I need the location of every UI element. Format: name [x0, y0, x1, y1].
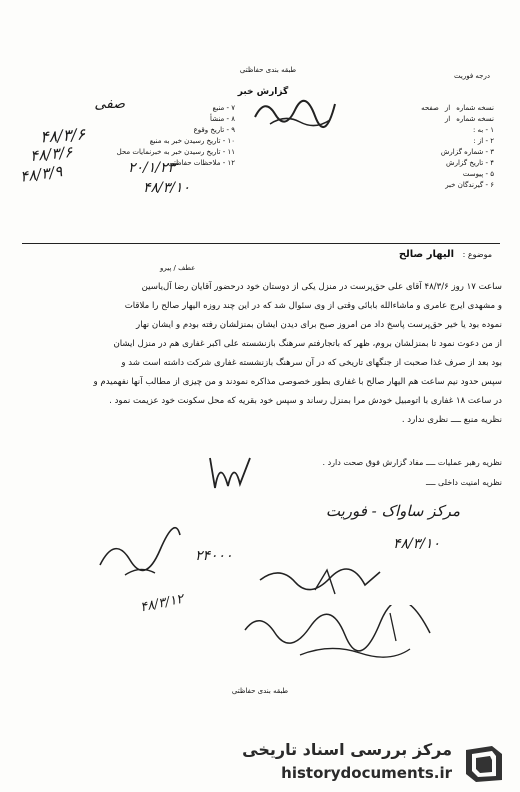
body-line: و مشهدی ایرج عامری و ماشاءالله بابائی وقتی از وی سئوال شد که در این چند روزه الیهار صالح را ملاقات: [124, 301, 502, 311]
body-line: نظریه منبع ــــ نظری ندارد .: [401, 415, 502, 425]
meta-right-row: [334, 147, 494, 158]
classification-top: طبقه بندی حفاظتی: [239, 66, 297, 74]
meta-right-suffix: صفحه: [421, 104, 439, 112]
meta-left-label: ۷ - منبع: [212, 104, 235, 112]
handwritten-report-date: ۴۸/۳/۱۰: [142, 180, 190, 196]
handwritten-date-b: ۴۸/۳/۱۲: [138, 591, 185, 616]
meta-left-label: ۱۱ - تاریخ رسیدن خبر به خبرنمایات محل: [116, 148, 235, 156]
meta-right-label: ۳ - شماره گزارش: [440, 148, 494, 156]
meta-right-row: [334, 180, 494, 191]
subject-line: [399, 249, 492, 260]
meta-left-label: ۱۲ - ملاحظات حفاظتی: [168, 159, 235, 167]
body-line: نموده بود یا خیر حق‌پرست پاسخ داد من امروز صبح برای دیدن ایشان بمنزلشان رفته بودم و ایشان نهار: [136, 320, 502, 330]
meta-right-value: از: [444, 115, 451, 123]
meta-left-label: ۹ - تاریخ وقوع: [193, 126, 235, 134]
meta-left-row: [35, 103, 235, 114]
meta-right-row: [334, 114, 494, 125]
watermark: [232, 740, 512, 792]
signature-scribble-bottom: [240, 605, 440, 665]
meta-right-value: از: [444, 104, 451, 112]
meta-left-label: ۸ - منشأ: [210, 115, 235, 123]
watermark-url: historydocuments.ir: [281, 764, 452, 782]
operations-leader-label: نظریه رهبر عملیات ــــ: [425, 458, 502, 467]
report-body: [18, 278, 502, 430]
body-line: بود بعد از صرف غذا صحبت از جنگهای تاریخی که در آن سرهنگ بازنشسته غفاری شرکت داشته است شد و: [121, 358, 502, 368]
handwritten-number: ۲۴۰۰۰: [195, 548, 233, 564]
meta-right-row: [334, 158, 494, 169]
body-line: ساعت ۱۷ روز ۴۸/۳/۶ آقای علی حق‌پرست در منزل یکی از دوستان خود درحضور آقایان رضا آل‌یاسین: [141, 282, 502, 292]
internal-security-label: نظریه امنیت داخلی ــــ: [426, 478, 502, 487]
reference-label: عطف / پیرو: [160, 264, 196, 272]
handwritten-date-1: ۴۸/۳/۶: [39, 124, 86, 147]
signature-scribble-left: [95, 525, 185, 585]
meta-right-label: ۶ - گیرندگان خبر: [445, 181, 494, 189]
handwritten-date-3: ۴۸/۳/۹: [18, 162, 64, 186]
meta-right-label: نسخه شماره: [456, 104, 494, 112]
meta-left-label: ۱۰ - تاریخ رسیدن خبر به منبع: [149, 137, 235, 145]
urgency-label: درجه فوریت: [454, 72, 490, 80]
signature-operations: [200, 448, 260, 498]
meta-right-label: ۲ - از :: [473, 137, 494, 145]
body-line: سپس حدود نیم ساعت هم الیهار صالح با غفاری بطور خصوصی مذاکره نمودند و من چیزی از مطالب آنها نفهمیدم و: [93, 377, 502, 387]
meta-right-block: [334, 103, 494, 191]
handwritten-source: صفی: [94, 96, 125, 112]
meta-right-label: نسخه شماره: [456, 115, 494, 123]
body-line: از من دعوت نمود تا بمنزلشان بروم، ظهر که باتجارفتم سرهنگ بازنشسته علی اکبر غفاری هم در منزل ایشان: [113, 339, 502, 349]
handwritten-note: مرکز ساواک - فوریت: [325, 502, 460, 520]
operations-leader-opinion: [323, 458, 502, 467]
meta-right-label: ۵ - پیوست: [462, 170, 494, 178]
meta-right-label: ۱ - به :: [472, 126, 494, 134]
header-divider: [22, 243, 500, 244]
subject-label: موضوع :: [462, 250, 492, 259]
meta-right-row: [334, 103, 494, 114]
meta-right-row: [334, 136, 494, 147]
operations-leader-value: مفاد گزارش فوق صحت دارد .: [322, 458, 424, 467]
signature-scribble-middle: [255, 560, 385, 600]
handwritten-date-2: ۴۸/۳/۶: [29, 142, 74, 166]
header-stamp-scribble: [250, 92, 340, 132]
meta-right-row: [334, 169, 494, 180]
classification-bottom: طبقه بندی حفاظتی: [231, 687, 289, 695]
watermark-title: مرکز بررسی اسناد تاریخی: [242, 740, 452, 759]
form-title: گزارش خبر: [237, 87, 289, 97]
subject-value: الیهار صالح: [398, 249, 455, 260]
meta-left-row: [35, 114, 235, 125]
handwritten-date-a: ۴۸/۳/۱۰: [392, 536, 440, 552]
archive-logo-icon: [462, 744, 506, 784]
meta-right-label: ۴ - تاریخ گزارش: [446, 159, 494, 167]
body-line: در ساعت ۱۸ غفاری با اتومبیل خودش مرا بمنزل رساند و سپس خود بقریه که محل سکونت خود عزیمت نمود .: [109, 396, 502, 406]
internal-security-opinion: [426, 478, 502, 487]
handwritten-report-number: ۲۰/۱/۲۳: [127, 160, 175, 176]
meta-right-row: [334, 125, 494, 136]
